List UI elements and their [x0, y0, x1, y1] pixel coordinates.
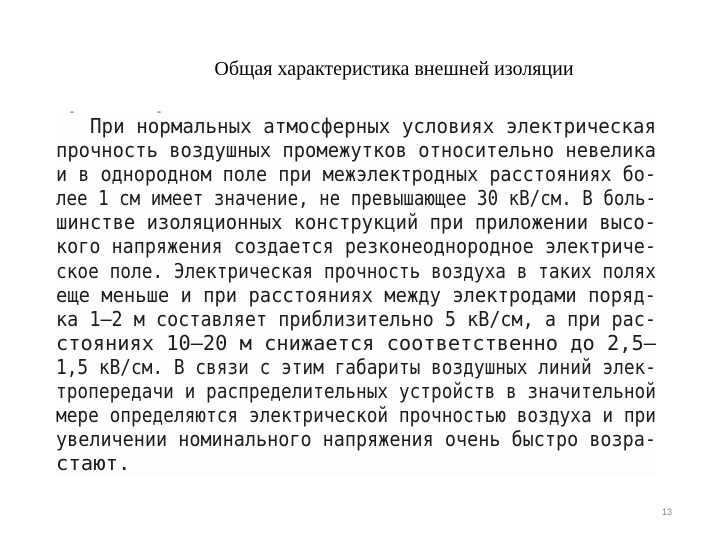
scan-line: При нормальных атмосферных условиях электрическая: [90, 114, 656, 138]
scan-line: кого напряжения создается резконеоднородное электриче-: [56, 234, 656, 259]
scanned-paragraph: [56, 114, 656, 475]
scan-line: еще меньше и при расстояниях между электродами поряд-: [56, 282, 656, 307]
scan-line: стояниях 10—20 м снижается соответственно до 2,5—: [56, 330, 656, 355]
scan-line: лее 1 см имеет значение, не превышающее 30 кВ/см. В боль-: [56, 186, 656, 211]
scan-line: шинстве изоляционных конструкций при приложении высо-: [56, 210, 656, 235]
scan-line: ка 1—2 м составляет приблизительно 5 кВ/см, а при рас-: [56, 306, 656, 331]
scan-line: ское поле. Электрическая прочность воздуха в таких полях: [56, 258, 656, 283]
scan-line: и в однородном поле при межэлектродных расстояниях бо-: [56, 162, 656, 187]
scanned-text-image: [56, 104, 656, 476]
scan-line: 1,5 кВ/см. В связи с этим габариты воздушных линий элек-: [56, 354, 656, 379]
page-number: 13: [661, 507, 672, 517]
scan-line: прочность воздушных промежутков относительно невелика: [56, 138, 656, 163]
slide-title: Общая характеристика внешней изоляции: [214, 58, 574, 80]
scan-line: мере определяются электрической прочностью воздуха и при: [56, 403, 656, 428]
scan-mark: - -: [70, 104, 201, 118]
scan-line: стают.: [56, 451, 131, 476]
scan-line: тропередачи и распределительных устройств в значительной: [56, 379, 656, 404]
scan-line: увеличении номинального напряжения очень быстро возра-: [56, 427, 656, 452]
